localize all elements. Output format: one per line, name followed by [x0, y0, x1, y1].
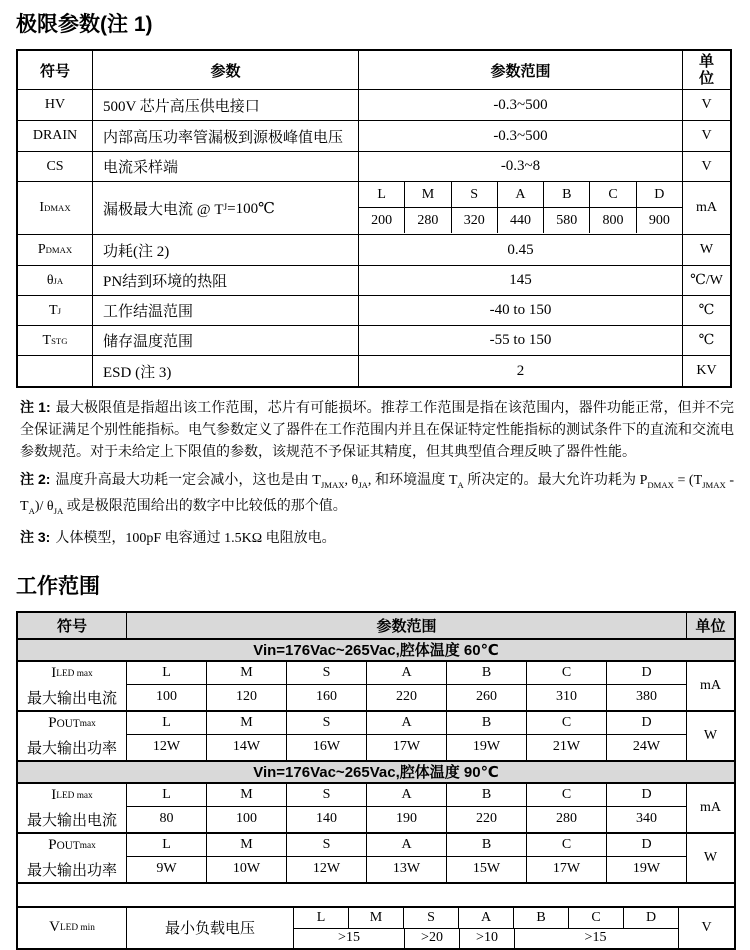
grade-cell: A [458, 908, 513, 928]
range-cell: 0.45 [358, 235, 682, 265]
range-cell: -0.3~500 [358, 90, 682, 120]
range-cell: -55 to 150 [358, 326, 682, 355]
value-cell: 280 [404, 208, 450, 233]
note-2 [20, 468, 734, 522]
value-cell: >15 [338, 930, 360, 946]
grade-cell: A [497, 182, 543, 207]
unit-cell: KV [682, 356, 730, 386]
grade-cell: B [446, 712, 526, 734]
grade-cell: D [606, 834, 686, 856]
note-3-text: 人体模型，100pF 电容通过 1.5KΩ 电阻放电。 [55, 530, 336, 546]
value-cell: 9W [156, 861, 177, 877]
grade-cell: D [606, 712, 686, 734]
grade-matrix [293, 908, 678, 948]
condition-label: Vin=176Vac~265Vac,腔体温度 90℃ [253, 764, 499, 782]
symbol-text: I LED max [51, 787, 93, 804]
operating-row-vled-min [18, 906, 734, 948]
value-cell: 10W [206, 857, 286, 882]
grade-value-row [127, 684, 686, 710]
grade-cell: S [286, 712, 366, 734]
value-cell: 19W [606, 857, 686, 882]
operating-header-unit: 单位 [686, 613, 734, 638]
value-cell: 80 [159, 811, 174, 827]
symbol-cell [18, 834, 126, 882]
value-cell: 100 [156, 689, 177, 705]
grade-cell: L [162, 714, 171, 730]
grade-value-row [127, 806, 686, 832]
range-cell: -0.3~500 [358, 121, 682, 151]
operating-header-range: 参数范围 [126, 613, 686, 638]
value-cell: 580 [543, 208, 589, 233]
grade-cell: D [606, 784, 686, 806]
grade-cell: L [162, 664, 171, 680]
param-cell: ESD (注 3) [92, 356, 358, 386]
value-cell: 440 [497, 208, 543, 233]
limits-row-pdmax [18, 234, 730, 265]
unit-cell: V [682, 152, 730, 181]
limits-row-idmax [18, 181, 730, 234]
grade-cell: B [513, 908, 568, 928]
grade-letter-row [127, 712, 686, 734]
symbol-cn-label: 最大输出功率 [26, 740, 117, 757]
note-1-text: 最大极限值是指超出该工作范围，芯片有可能损坏。推荐工作范围是指在该范围内，器件功能正常，但并不完全保证满足个别性能指标。电气参数定义了器件在工作范围内并且在保证特定性能指标的测试条件下的直流和交流电参数规范。对于未给定上下限值的参数，该规范不予保证其精度，但其典型值合理反映了器件性能。 [20, 401, 734, 460]
symbol-cell [18, 662, 126, 710]
condition-row-90c [18, 760, 734, 782]
value-cell: >10 [459, 929, 514, 948]
limits-row-theta-ja [18, 265, 730, 295]
grade-value-row [127, 734, 686, 760]
symbol-text: P OUT max [48, 837, 96, 854]
symbol-cn-label: 最大输出功率 [26, 862, 117, 879]
param-cell: 储存温度范围 [92, 326, 358, 355]
grade-cell: C [526, 662, 606, 684]
note-1-label: 注 1: [20, 399, 51, 415]
symbol-cell: θ JA [46, 272, 64, 288]
note-2-label: 注 2: [20, 471, 51, 487]
grade-cell: A [366, 662, 446, 684]
grade-matrix [126, 784, 686, 832]
value-cell: 320 [451, 208, 497, 233]
grade-letter-row [359, 182, 682, 207]
operating-row-pout-90 [18, 832, 734, 882]
unit-cell: V [682, 121, 730, 151]
grade-cell: C [568, 908, 623, 928]
symbol-cell: P DMAX [37, 242, 73, 257]
grade-cell: M [206, 712, 286, 734]
value-cell: 900 [636, 208, 682, 233]
grade-letter-row [294, 908, 678, 928]
note-2-text: 温度升高最大功耗一定会减小，这也是由 $T_{JMAX}$, $\theta_{JA}$, 和环境温度 $T_A$ 所决定的。最大允许功耗为 $P_{DMAX} = (T_{JMAX} - T_A)/$ $\theta_{JA}$ 或是极限范围给出的数字中比较低的那个值。 [20, 473, 734, 516]
value-cell: 21W [526, 735, 606, 760]
symbol-cell [18, 712, 126, 760]
spacer-row [18, 882, 734, 906]
grade-cell: M [206, 784, 286, 806]
symbol-cn-label: 最大输出电流 [26, 690, 117, 707]
value-cell: 340 [606, 807, 686, 832]
value-cell: 160 [286, 685, 366, 710]
operating-row-iled-60 [18, 660, 734, 710]
value-cell: 120 [206, 685, 286, 710]
value-cell: 190 [366, 807, 446, 832]
empty-cell [18, 884, 734, 906]
grade-cell: L [377, 186, 386, 202]
grade-cell: L [162, 836, 171, 852]
grade-cell: B [446, 784, 526, 806]
param-cell: 内部高压功率管漏极到源极峰值电压 [92, 121, 358, 151]
grade-cell: M [404, 182, 450, 207]
symbol-cell: T STG [42, 332, 68, 348]
value-cell: 12W [286, 857, 366, 882]
value-cell: 280 [526, 807, 606, 832]
unit-cell: W [682, 235, 730, 265]
value-cell: 260 [446, 685, 526, 710]
range-cell: -0.3~8 [358, 152, 682, 181]
unit-cell: W [686, 834, 734, 882]
param-cell: 电流采样端 [92, 152, 358, 181]
symbol-cn-label: 最大输出电流 [26, 812, 117, 829]
note-3 [20, 526, 734, 550]
symbol-text: P OUT max [48, 715, 96, 732]
grade-cell: L [316, 909, 326, 925]
notes-section [20, 396, 734, 550]
value-cell: 17W [526, 857, 606, 882]
symbol-text: I LED max [51, 665, 93, 682]
grade-cell: A [366, 712, 446, 734]
grade-value-row [359, 207, 682, 233]
grade-cell: M [206, 662, 286, 684]
value-cell: 140 [286, 807, 366, 832]
limits-row-esd [18, 355, 730, 386]
param-cell: 500V 芯片高压供电接口 [92, 90, 358, 120]
grade-cell: B [543, 182, 589, 207]
value-cell: >15 [514, 929, 676, 948]
limits-header-unit-label: 单位 [698, 53, 714, 87]
grade-value-row [294, 928, 678, 948]
value-cell: 220 [366, 685, 446, 710]
condition-row-60c [18, 638, 734, 660]
value-cell: 14W [206, 735, 286, 760]
grade-cell: M [348, 908, 403, 928]
limits-header-unit [682, 51, 730, 89]
param-cell: 漏极最大电流 @ T J =100℃ [92, 182, 358, 234]
grade-matrix [126, 662, 686, 710]
range-cell: 2 [358, 356, 682, 386]
operating-table [16, 611, 736, 950]
grade-cell: M [206, 834, 286, 856]
value-cell: 380 [606, 685, 686, 710]
unit-cell: ℃ [682, 296, 730, 325]
grade-cell: B [446, 834, 526, 856]
limits-row-hv [18, 89, 730, 120]
grade-cell: D [636, 182, 682, 207]
note-1 [20, 396, 734, 464]
value-cell: 800 [589, 208, 635, 233]
grade-cell: S [286, 784, 366, 806]
value-cell: 13W [366, 857, 446, 882]
operating-row-iled-90 [18, 782, 734, 832]
grade-letter-row [127, 784, 686, 806]
value-cell: 100 [206, 807, 286, 832]
unit-cell: ℃ [682, 326, 730, 355]
limits-row-tj [18, 295, 730, 325]
grade-letter-row [127, 662, 686, 684]
grade-cell: D [623, 908, 678, 928]
grade-cell: S [286, 662, 366, 684]
param-cell: 最小负载电压 [126, 908, 293, 948]
grade-matrix [358, 182, 682, 234]
value-cell: 24W [606, 735, 686, 760]
grade-value-row [127, 856, 686, 882]
value-cell: 220 [446, 807, 526, 832]
grade-cell: L [162, 786, 171, 802]
limits-header-symbol: 符号 [39, 62, 70, 80]
limits-row-tstg [18, 325, 730, 355]
grade-matrix [126, 712, 686, 760]
value-cell: 19W [446, 735, 526, 760]
operating-section-title: 工作范围 [16, 574, 100, 598]
limits-section-title: 极限参数(注 1) [16, 13, 153, 36]
value-cell: 12W [152, 739, 181, 755]
unit-cell: V [678, 908, 734, 948]
note-3-label: 注 3: [20, 528, 51, 545]
grade-cell: D [606, 662, 686, 684]
value-cell: 17W [366, 735, 446, 760]
range-cell: -40 to 150 [358, 296, 682, 325]
grade-cell: S [451, 182, 497, 207]
symbol-cell: HV [44, 97, 66, 112]
limits-header-range: 参数范围 [358, 51, 682, 89]
operating-header-symbol: 符号 [56, 617, 87, 635]
operating-row-pout-60 [18, 710, 734, 760]
param-cell: PN结到环境的热阻 [92, 266, 358, 295]
limits-table [16, 49, 732, 388]
symbol-cell [18, 784, 126, 832]
limits-header-param: 参数 [92, 51, 358, 89]
condition-label: Vin=176Vac~265Vac,腔体温度 60℃ [253, 642, 499, 660]
grade-cell: C [526, 712, 606, 734]
unit-cell: V [682, 90, 730, 120]
symbol-cell: CS [46, 158, 64, 174]
grade-cell: C [526, 834, 606, 856]
grade-letter-row [127, 834, 686, 856]
unit-cell: mA [686, 662, 734, 710]
unit-cell: mA [682, 182, 730, 234]
range-cell: 145 [358, 266, 682, 295]
grade-cell: B [446, 662, 526, 684]
symbol-cell: I DMAX [39, 200, 71, 215]
grade-cell: A [366, 784, 446, 806]
symbol-cell [18, 356, 92, 386]
unit-cell: W [686, 712, 734, 760]
unit-cell: ℃/W [682, 266, 730, 295]
value-cell: 310 [526, 685, 606, 710]
grade-cell: A [366, 834, 446, 856]
grade-cell: S [403, 908, 458, 928]
unit-cell: mA [686, 784, 734, 832]
grade-cell: C [526, 784, 606, 806]
grade-matrix [126, 834, 686, 882]
symbol-cell: DRAIN [32, 128, 78, 143]
grade-cell: C [589, 182, 635, 207]
limits-row-drain [18, 120, 730, 151]
grade-cell: S [286, 834, 366, 856]
symbol-cell: V LED min [49, 919, 95, 936]
symbol-cell: T J [49, 302, 61, 318]
value-cell: 15W [446, 857, 526, 882]
value-cell: >20 [404, 929, 459, 948]
param-cell: 工作结温范围 [92, 296, 358, 325]
value-cell: 16W [286, 735, 366, 760]
value-cell: 200 [371, 212, 393, 228]
limits-row-cs [18, 151, 730, 181]
param-cell: 功耗(注 2) [92, 235, 358, 265]
